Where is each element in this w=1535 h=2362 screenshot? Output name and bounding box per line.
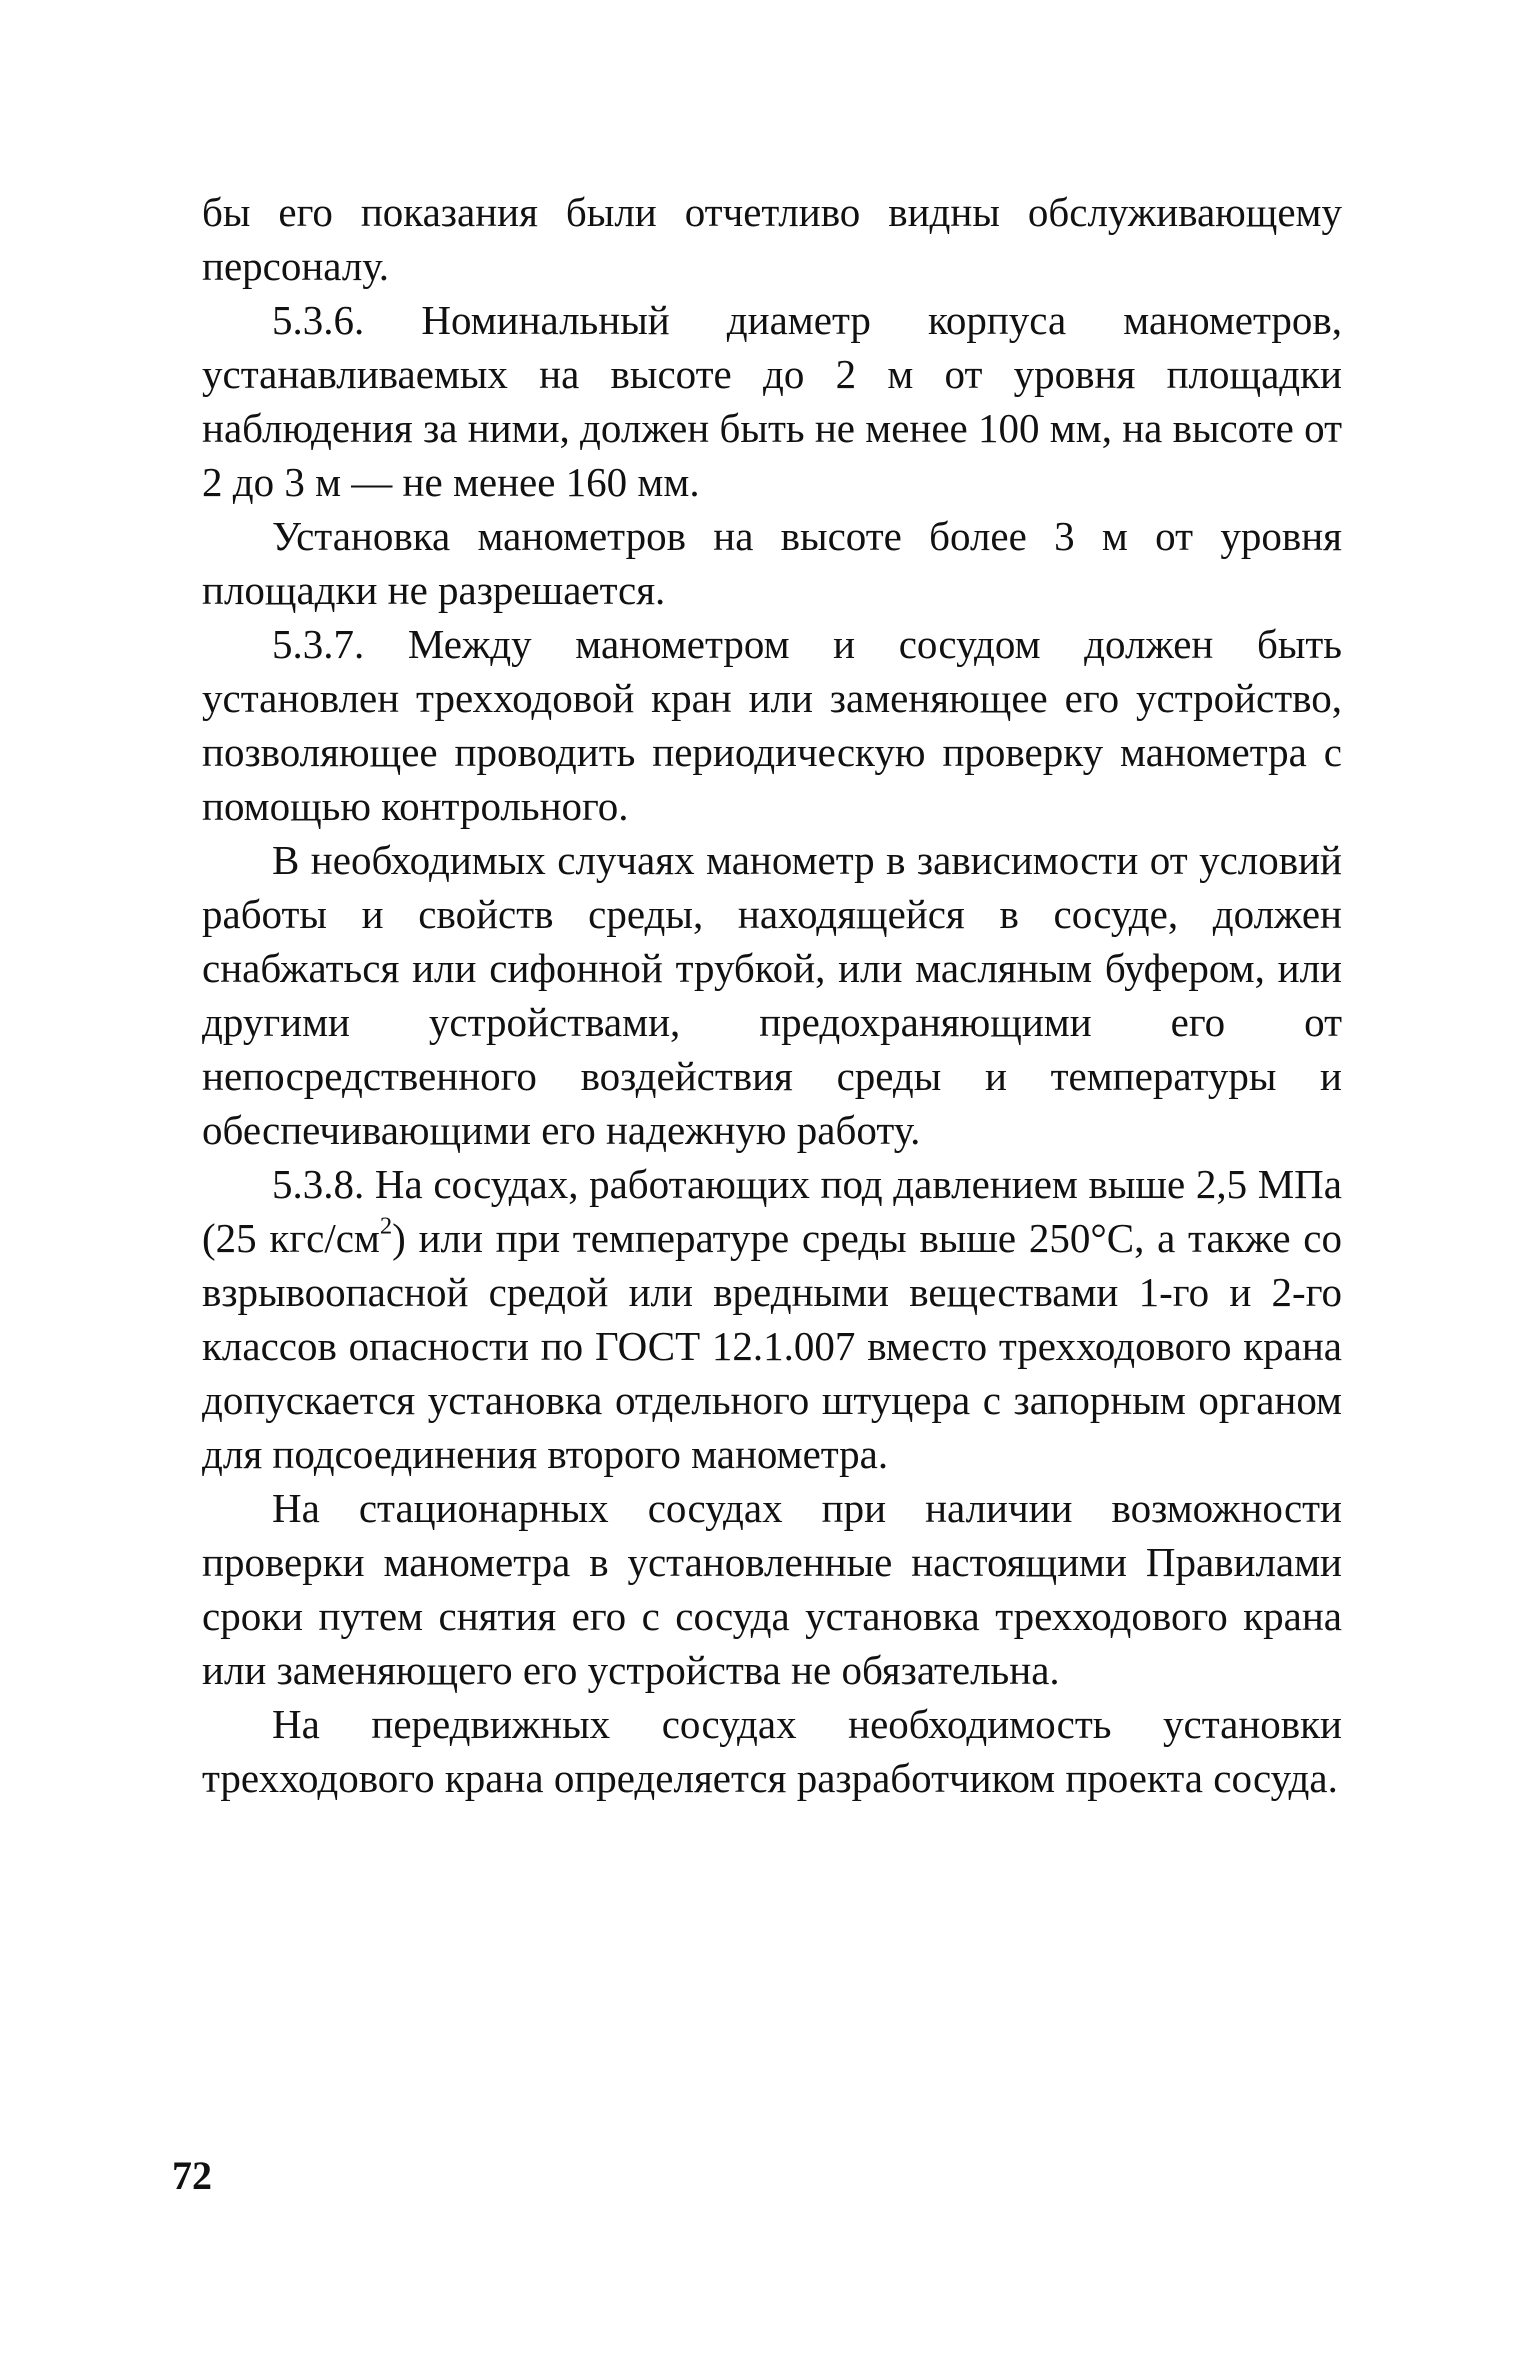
page-body [202, 185, 1342, 1805]
paragraph-continuation: бы его показания были отчетливо видны обслуживающему персоналу. [202, 189, 1342, 289]
superscript-square: 2 [379, 1212, 393, 1240]
paragraph-5-3-6-installation: Установка манометров на высоте более 3 м от уровня площадки не разрешается. [202, 513, 1342, 613]
paragraph-5-3-8-start: 5.3.8. На сосудах, работающих под давлением выше 2,5 МПа (25 кгс/см [202, 1161, 1342, 1261]
paragraph-5-3-8 [202, 1157, 1342, 1481]
paragraph-5-3-7: 5.3.7. Между манометром и сосудом должен быть установлен трехходовой кран или заменяющее его устройство, позволяющее проводить периодическую проверку манометра с помощью контрольного. [202, 621, 1342, 829]
paragraph-5-3-6: 5.3.6. Номинальный диаметр корпуса манометров, устанавливаемых на высоте до 2 м от уровня площадки наблюдения за ними, должен быть не менее 100 мм, на высоте от 2 до 3 м — не менее 160 мм. [202, 297, 1342, 505]
paragraph-5-3-8-end: ) или при температуре среды выше 250°С, а также со взрывоопасной средой или вредными веществами 1-го и 2-го классов опасности по ГОСТ 12.1.007 вместо трехходового крана допускается установка отдельного штуцера с запорным органом для подсоединения второго манометра. [202, 1215, 1343, 1477]
paragraph-5-3-8-stationary: На стационарных сосудах при наличии возможности проверки манометра в установленные настоящими Правилами сроки путем снятия его с сосуда установка трехходового крана или заменяющего его устройства не обязательна. [202, 1485, 1342, 1693]
page-number: 72 [172, 2153, 212, 2198]
paragraph-5-3-8-mobile: На передвижных сосудах необходимость установки трехходового крана определяется разработчиком проекта сосуда. [202, 1701, 1342, 1801]
paragraph-5-3-7-cases: В необходимых случаях манометр в зависимости от условий работы и свойств среды, находящейся в сосуде, должен снабжаться или сифонной трубкой, или масляным буфером, или другими устройствами, предохраняющими его от непосредственного воздействия среды и температуры и обеспечивающими его надежную работу. [202, 837, 1342, 1153]
